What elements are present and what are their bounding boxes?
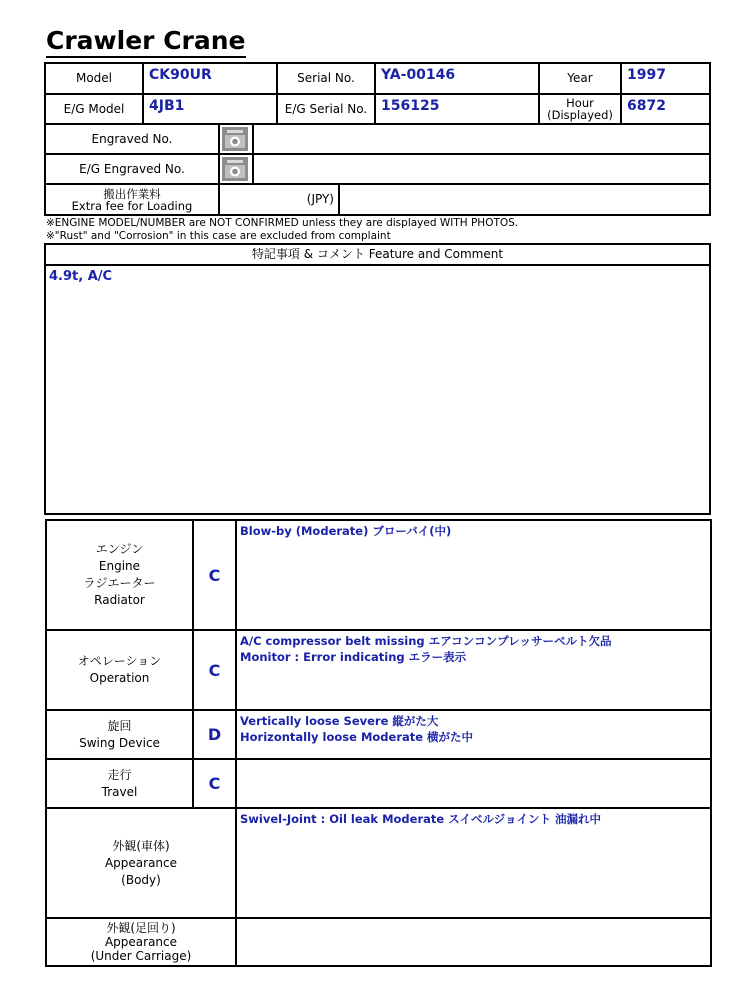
grade-swing: D [194,711,237,758]
condition-row-undercarriage [47,919,710,965]
condition-row-operation [47,631,710,711]
hour-value: 6872 [627,98,666,114]
category-appearance-body: 外観(車体) Appearance (Body) [47,809,237,917]
hour-label-line2: (Displayed) [547,108,613,122]
category-travel: 走行 Travel [47,760,194,807]
eg-serial-value: 156125 [376,95,540,123]
feature-comment: 4.9t, A/C [49,269,113,284]
engraved-label: Engraved No. [46,125,220,153]
condition-row-appearance-body [47,809,710,919]
rust-note: ※"Rust" and "Corrosion" in this case are excluded from complaint [46,230,391,242]
camera-icon[interactable] [222,127,248,151]
model-label: Model [46,64,144,93]
eg-model-label: E/G Model [46,95,144,123]
grade-operation: C [194,631,237,709]
hour-label-line1: Hour [566,96,594,110]
year-label: Year [540,64,622,93]
hour-label [540,95,622,123]
comment-undercarriage [237,919,710,965]
eg-model-value: 4JB1 [144,95,278,123]
condition-table [45,519,712,967]
eg-engraved-label: E/G Engraved No. [46,155,220,183]
category-undercarriage: 外観(足回り) Appearance (Under Carriage) [47,919,237,965]
condition-row-engine [47,521,710,631]
currency-text: (JPY) [306,192,334,206]
comment-operation: A/C compressor belt missing エアコンコンプレッサーベルト欠品 Monitor : Error indicating エラー表示 [240,634,612,664]
category-operation: オペレーション Operation [47,631,194,709]
feature-heading: 特記事項 & コメント Feature and Comment [46,245,709,266]
condition-row-swing [47,711,710,760]
category-engine: エンジン Engine ラジエーター Radiator [47,521,194,629]
model-value: CK90UR [144,64,278,93]
category-swing: 旋回 Swing Device [47,711,194,758]
comment-travel [237,760,710,807]
currency-label [220,185,340,214]
loading-fee-label-jp: 搬出作業料 [103,186,161,201]
serial-label: Serial No. [278,64,376,93]
year-value: 1997 [627,67,666,83]
loading-fee-value [340,185,709,214]
grade-engine: C [194,521,237,629]
feature-box [44,243,711,515]
eg-engraved-photo-cell [220,155,709,183]
engine-note: ※ENGINE MODEL/NUMBER are NOT CONFIRMED unless they are displayed WITH PHOTOS. [46,217,519,229]
header-table [44,62,711,216]
serial-value: YA-00146 [376,64,540,93]
engraved-photo-cell [220,125,709,153]
page-title: Crawler Crane [46,26,246,58]
loading-fee-label [46,185,220,214]
condition-row-travel [47,760,710,809]
camera-icon[interactable] [222,157,248,181]
comment-appearance-body: Swivel-Joint : Oil leak Moderate スイベルジョイント 油漏れ中 [240,812,601,826]
eg-serial-label: E/G Serial No. [278,95,376,123]
comment-swing: Vertically loose Severe 縦がた大 Horizontally loose Moderate 横がた中 [240,714,474,744]
loading-fee-label-en: Extra fee for Loading [71,198,193,213]
grade-travel: C [194,760,237,807]
comment-engine: Blow-by (Moderate) ブローバイ(中) [240,524,452,538]
